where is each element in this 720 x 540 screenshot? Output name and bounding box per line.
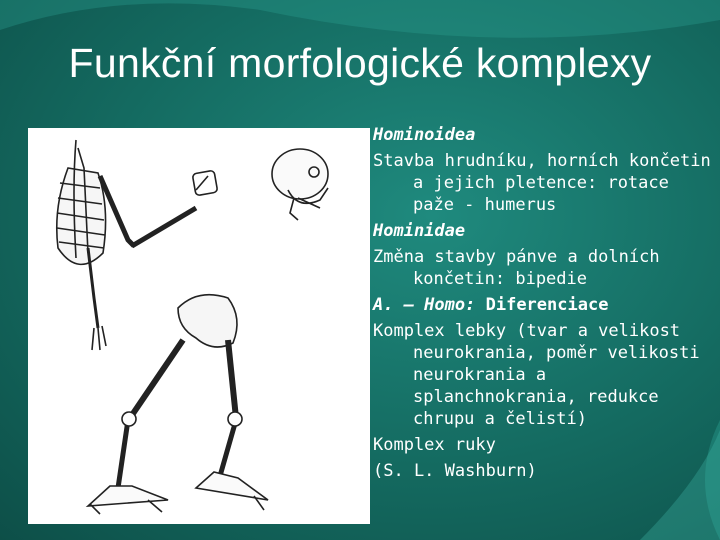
skeleton-figure	[28, 128, 370, 524]
skeleton-illustration	[28, 128, 370, 524]
heading-homo-bold: Diferenciace	[485, 295, 609, 315]
heading-hominoidea: Hominoidea	[373, 125, 476, 145]
slide-title: Funkční morfologické komplexy	[68, 40, 652, 86]
text-citation: (S. L. Washburn)	[373, 461, 537, 481]
slide-body	[373, 124, 713, 486]
heading-homo-italic: A. – Homo:	[373, 295, 476, 315]
text-hominidae: Změna stavby pánve a dolních končetin: bipedie	[373, 247, 660, 289]
text-skull-complex: Komplex lebky (tvar a velikost neurokrania, poměr velikosti neurokrania a splanchnokrania, redukce chrupu a čelistí)	[373, 321, 700, 429]
text-hominoidea: Stavba hrudníku, horních končetin a jejich pletence: rotace paže - humerus	[373, 151, 711, 215]
text-hand-complex: Komplex ruky	[373, 435, 496, 455]
heading-hominidae: Hominidae	[373, 221, 466, 241]
heading-homo	[373, 294, 713, 316]
